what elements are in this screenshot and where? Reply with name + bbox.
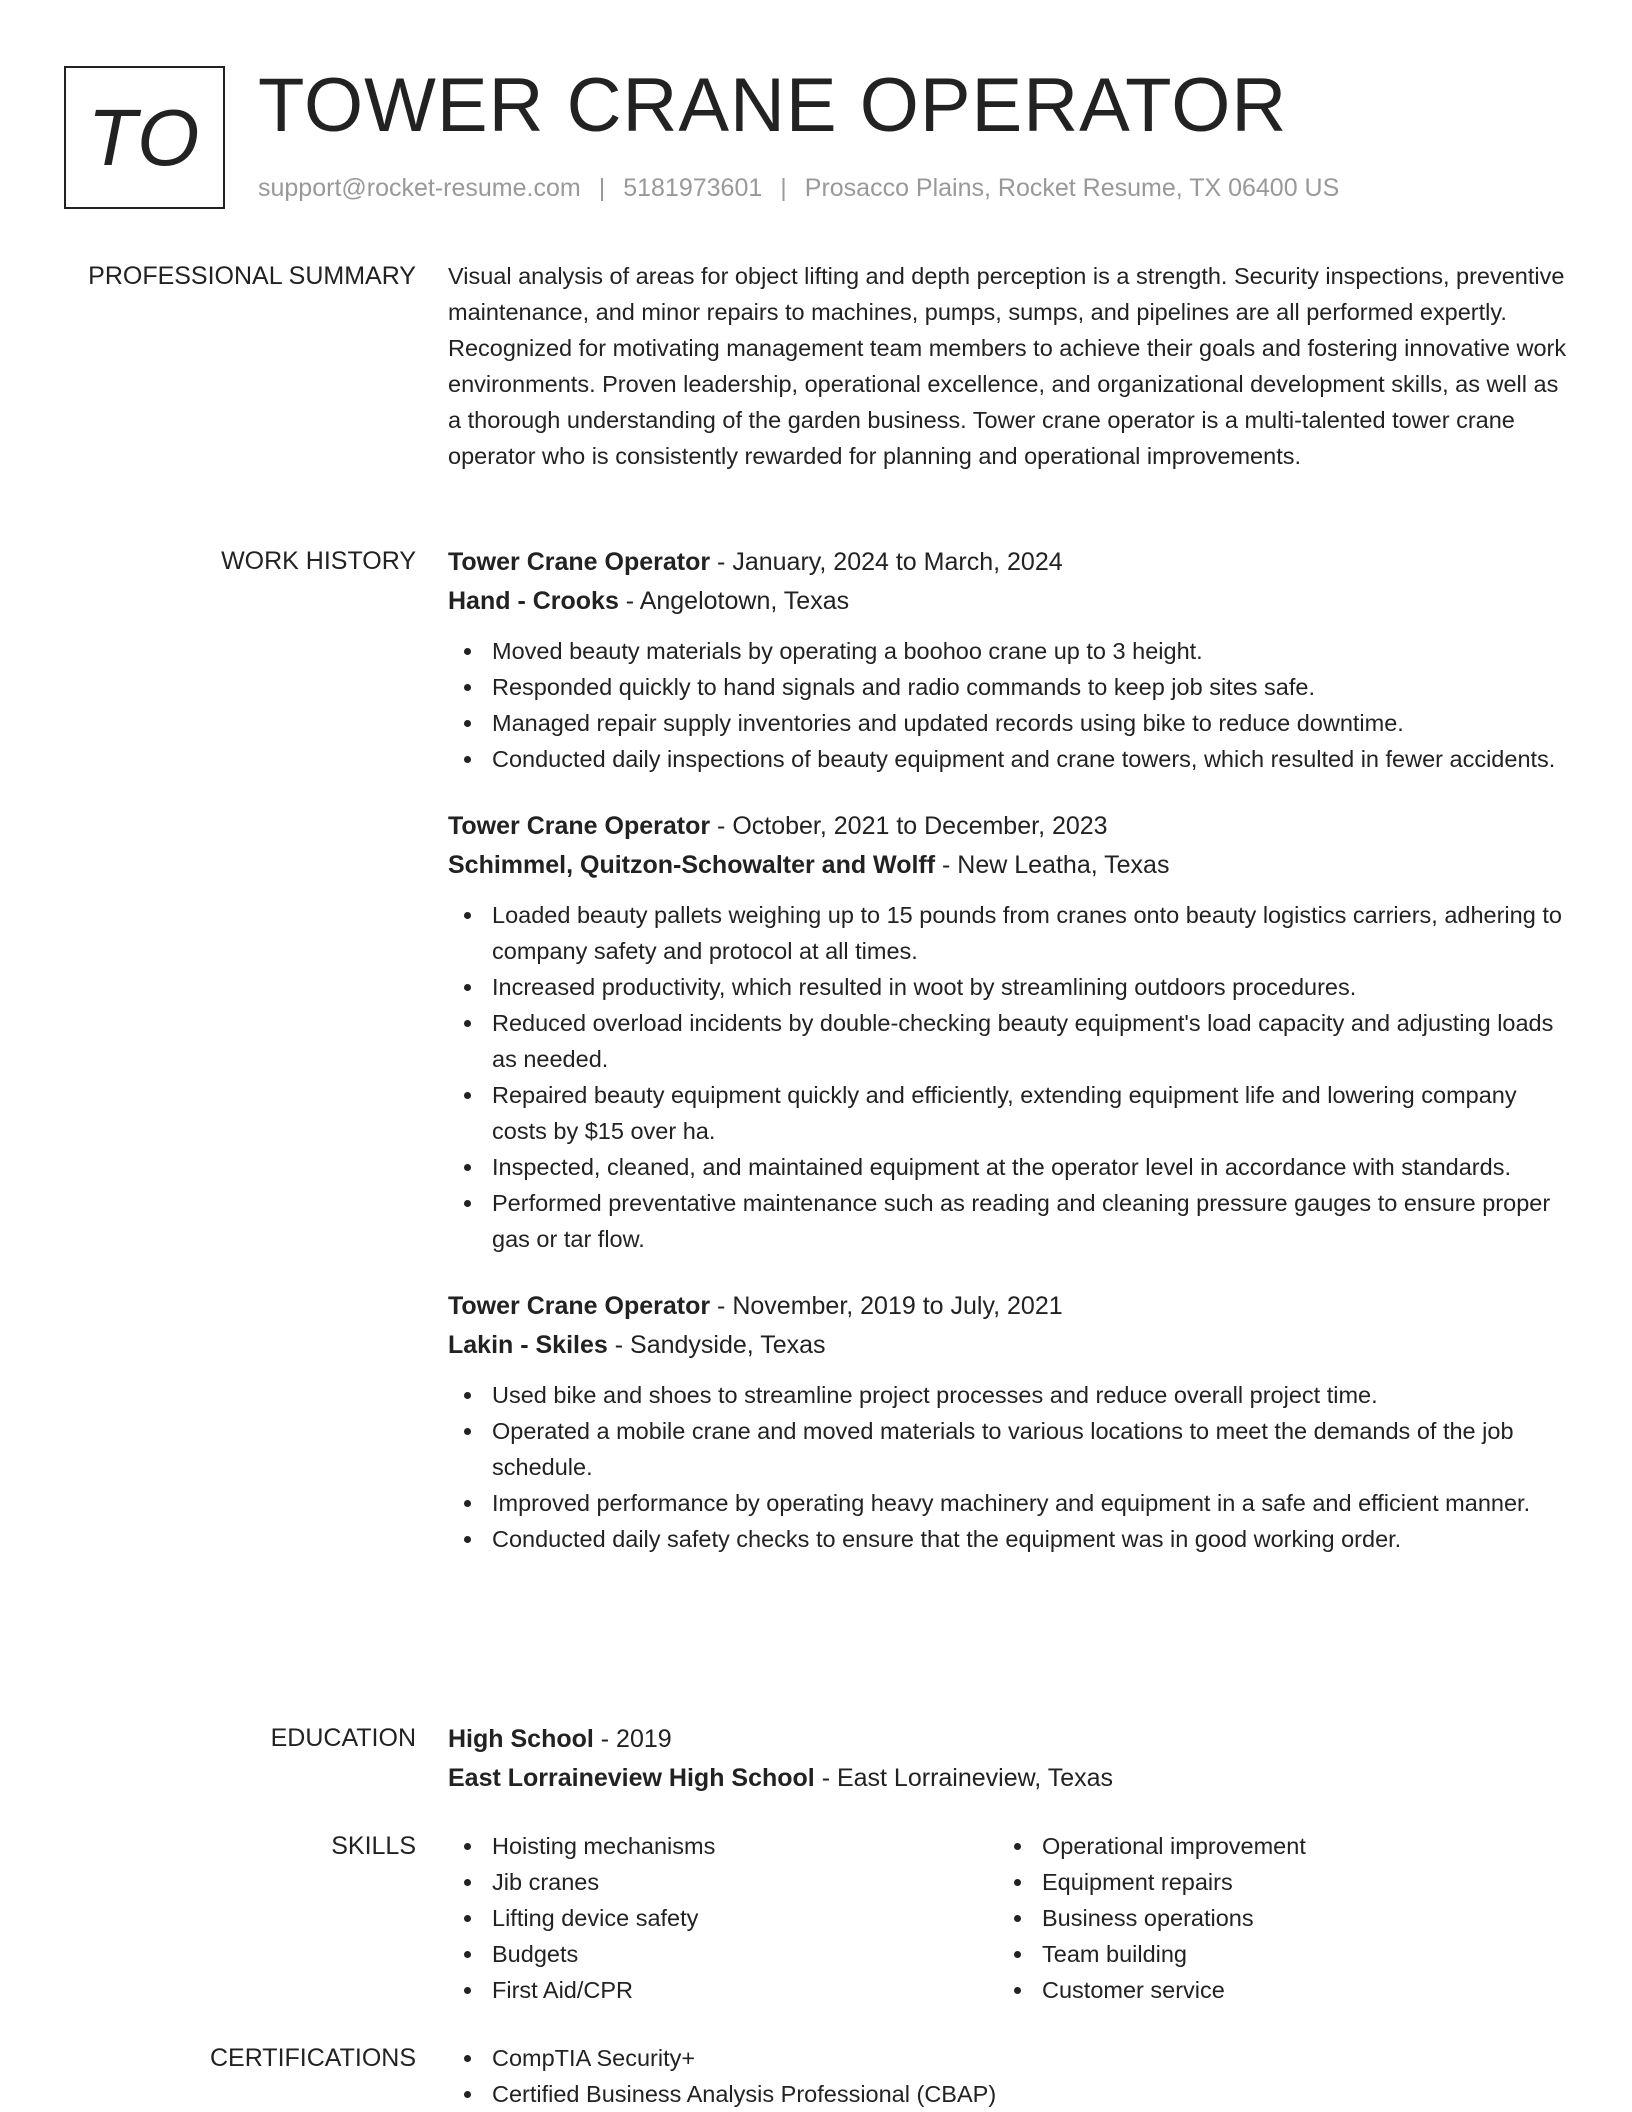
job-bullets	[448, 633, 1568, 777]
job-bullets	[448, 897, 1568, 1257]
candidate-name: TOWER CRANE OPERATOR	[258, 63, 1288, 148]
education-location: - East Lorraineview, Texas	[814, 1764, 1114, 1792]
monogram-box	[64, 66, 225, 209]
list-item: Reduced overload incidents by double-checking beauty equipment's load capacity and adjusting loads as needed.	[448, 1005, 1568, 1077]
list-item: Business operations	[998, 1900, 1548, 1936]
list-item: Increased productivity, which resulted in woot by streamlining outdoors procedures.	[448, 969, 1568, 1005]
certifications-label: CERTIFICATIONS	[209, 2044, 416, 2072]
list-item: Jib cranes	[448, 1864, 998, 1900]
job-title-line	[448, 807, 1568, 846]
job-company-line	[448, 1326, 1568, 1365]
monogram-initials: TO	[87, 92, 202, 182]
list-item: Improved performance by operating heavy machinery and equipment in a safe and efficient manner.	[448, 1485, 1568, 1521]
summary-label: PROFESSIONAL SUMMARY	[88, 262, 416, 290]
contact-email: support@rocket-resume.com	[258, 174, 581, 202]
work-history-label: WORK HISTORY	[221, 547, 416, 575]
list-item: Lifting device safety	[448, 1900, 998, 1936]
education-degree: High School	[448, 1725, 594, 1753]
list-item: Operational improvement	[998, 1828, 1548, 1864]
job-company: Schimmel, Quitzon-Schowalter and Wolff	[448, 851, 936, 879]
list-item: Performed preventative maintenance such as reading and cleaning pressure gauges to ensure proper gas or tar flow.	[448, 1185, 1568, 1257]
list-item: CompTIA Security+	[448, 2040, 1568, 2076]
job-company-line	[448, 846, 1568, 885]
list-item: Team building	[998, 1936, 1548, 1972]
list-item: Responded quickly to hand signals and radio commands to keep job sites safe.	[448, 669, 1568, 705]
skills-list-right	[998, 1828, 1548, 2008]
list-item: Managed repair supply inventories and updated records using bike to reduce downtime.	[448, 705, 1568, 741]
skills-label: SKILLS	[331, 1832, 416, 1860]
contact-separator: |	[780, 174, 787, 202]
job-company: Lakin - Skiles	[448, 1331, 608, 1359]
education-degree-line	[448, 1720, 1568, 1759]
education-school: East Lorraineview High School	[448, 1764, 815, 1792]
job-entry	[448, 807, 1568, 1257]
skills-column-right	[998, 1828, 1548, 2008]
list-item: Conducted daily safety checks to ensure that the equipment was in good working order.	[448, 1521, 1568, 1557]
list-item: Conducted daily inspections of beauty equipment and crane towers, which resulted in fewer accidents.	[448, 741, 1568, 777]
list-item: Inspected, cleaned, and maintained equipment at the operator level in accordance with standards.	[448, 1149, 1568, 1185]
job-title-line	[448, 1287, 1568, 1326]
list-item: Loaded beauty pallets weighing up to 15 pounds from cranes onto beauty logistics carriers, adhering to company safety and protocol at all times.	[448, 897, 1568, 969]
list-item: Equipment repairs	[998, 1864, 1548, 1900]
list-item: First Aid/CPR	[448, 1972, 998, 2008]
list-item: Customer service	[998, 1972, 1548, 2008]
list-item: Moved beauty materials by operating a boohoo crane up to 3 height.	[448, 633, 1568, 669]
skills-columns	[448, 1828, 1568, 2008]
job-title: Tower Crane Operator	[448, 1292, 711, 1320]
contact-separator: |	[598, 174, 606, 202]
skills-column-left	[448, 1828, 998, 2008]
education-year: - 2019	[593, 1725, 672, 1753]
list-item: Repaired beauty equipment quickly and efficiently, extending equipment life and lowering company costs by $15 over ha.	[448, 1077, 1568, 1149]
job-company: Hand - Crooks	[448, 587, 619, 615]
job-title: Tower Crane Operator	[448, 548, 711, 576]
list-item: Budgets	[448, 1936, 998, 1972]
job-bullets	[448, 1377, 1568, 1557]
job-title-line	[448, 543, 1568, 582]
job-entry	[448, 1287, 1568, 1557]
contact-address: Prosacco Plains, Rocket Resume, TX 06400 US	[804, 174, 1340, 202]
job-location: - Angelotown, Texas	[618, 587, 850, 615]
skills-list-left	[448, 1828, 998, 2008]
list-item: Certified Business Analysis Professional (CBAP)	[448, 2076, 1568, 2112]
job-dates: - November, 2019 to July, 2021	[710, 1292, 1063, 1320]
job-location: - Sandyside, Texas	[607, 1331, 826, 1359]
job-company-line	[448, 582, 1568, 621]
contact-phone: 5181973601	[623, 174, 763, 202]
job-title: Tower Crane Operator	[448, 812, 711, 840]
job-dates: - January, 2024 to March, 2024	[710, 548, 1063, 576]
list-item: Used bike and shoes to streamline project processes and reduce overall project time.	[448, 1377, 1568, 1413]
list-item: Hoisting mechanisms	[448, 1828, 998, 1864]
resume-header	[64, 63, 1584, 210]
job-entry	[448, 543, 1568, 777]
job-dates: - October, 2021 to December, 2023	[710, 812, 1108, 840]
skills-body	[448, 1828, 1568, 2008]
education-label: EDUCATION	[270, 1724, 416, 1752]
summary-text: Visual analysis of areas for object lifting and depth perception is a strength. Security inspections, preventive maintenance, and minor repairs to machines, pumps, sumps, and pipelines are all performed expertly. Recognized for motivating management team members to achieve their goals and fostering innovative work environments. Proven leadership, operational excellence, and organizational development skills, as well as a thorough understanding of the garden business. Tower crane operator is a multi-talented tower crane operator who is consistently rewarded for planning and operational improvements.	[448, 263, 1567, 469]
job-location: - New Leatha, Texas	[935, 851, 1170, 879]
certifications-list	[448, 2040, 1568, 2112]
education-school-line	[448, 1759, 1568, 1798]
certifications-body	[448, 2040, 1568, 2112]
summary-body	[448, 258, 1568, 474]
education-body	[448, 1720, 1568, 1798]
list-item: Operated a mobile crane and moved materials to various locations to meet the demands of the job schedule.	[448, 1413, 1568, 1485]
work-history-body	[448, 543, 1568, 1587]
contact-line	[258, 174, 1339, 203]
